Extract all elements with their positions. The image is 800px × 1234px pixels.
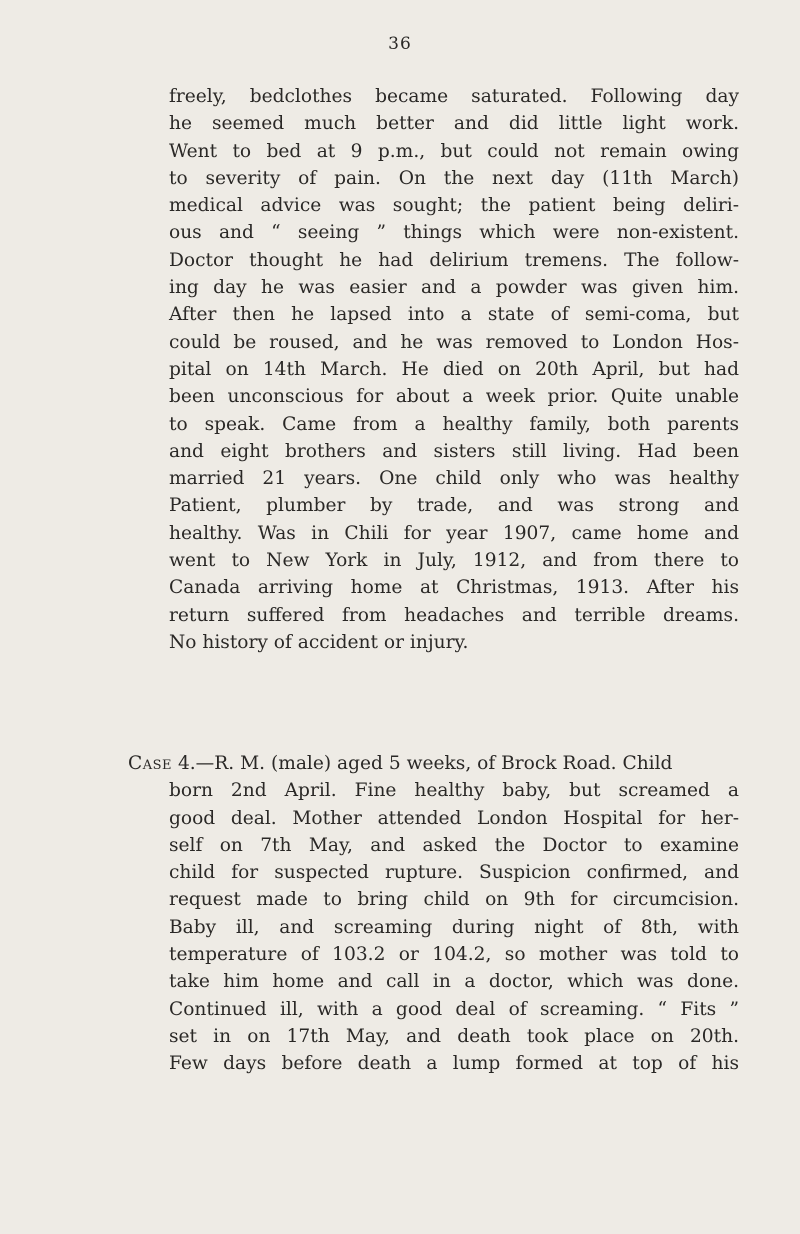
text-line-spacer bbox=[169, 750, 739, 777]
case-first-line: 4.—R. M. (male) aged 5 weeks, of Brock Road. Child bbox=[177, 753, 673, 774]
text-line: ous and “ seeing ” things which were non-existent. bbox=[169, 222, 739, 244]
text-line: Went to bed at 9 p.m., but could not remain owing bbox=[169, 140, 739, 162]
text-line: request made to bring child on 9th for circumcision. bbox=[169, 889, 739, 911]
text-line: set in on 17th May, and death took place on 20th. bbox=[169, 1025, 739, 1047]
text-line: born 2nd April. Fine healthy baby, but screamed a bbox=[169, 780, 739, 802]
text-line: Baby ill, and screaming during night of 8th, with bbox=[169, 916, 739, 938]
text-line: he seemed much better and did little light work. bbox=[169, 113, 739, 135]
text-line: child for suspected rupture. Suspicion confirmed, and bbox=[169, 862, 739, 884]
text-line: medical advice was sought; the patient being deliri- bbox=[169, 195, 739, 217]
text-line: been unconscious for about a week prior. Quite unable bbox=[169, 386, 739, 408]
text-line: to speak. Came from a healthy family, both parents bbox=[169, 413, 739, 435]
text-line: Continued ill, with a good deal of screaming. “ Fits ” bbox=[169, 998, 739, 1020]
text-line: pital on 14th March. He died on 20th April, but had bbox=[169, 358, 739, 380]
text-line: could be roused, and he was removed to London Hos- bbox=[169, 331, 739, 353]
paragraph-case-3-continued bbox=[169, 83, 739, 656]
text-line: No history of accident or injury. bbox=[169, 631, 469, 653]
text-line: married 21 years. One child only who was healthy bbox=[169, 468, 739, 490]
text-line: After then he lapsed into a state of semi-coma, but bbox=[169, 304, 739, 326]
text-line: healthy. Was in Chili for year 1907, came home and bbox=[169, 522, 739, 544]
text-line: Doctor thought he had delirium tremens. The follow- bbox=[169, 249, 739, 271]
text-line: self on 7th May, and asked the Doctor to examine bbox=[169, 834, 739, 856]
text-line: good deal. Mother attended London Hospital for her- bbox=[169, 807, 739, 829]
text-line: ing day he was easier and a powder was given him. bbox=[169, 277, 739, 299]
text-line: freely, bedclothes became saturated. Following day bbox=[169, 86, 739, 107]
text-line: temperature of 103.2 or 104.2, so mother was told to bbox=[169, 944, 739, 966]
text-line: Patient, plumber by trade, and was strong and bbox=[169, 495, 739, 517]
text-line: to severity of pain. On the next day (11th March) bbox=[169, 167, 739, 189]
text-line: and eight brothers and sisters still living. Had been bbox=[169, 440, 739, 462]
paragraph-case-4 bbox=[169, 750, 739, 1078]
text-line: Canada arriving home at Christmas, 1913. After his bbox=[169, 577, 739, 599]
text-line: went to New York in July, 1912, and from there to bbox=[169, 550, 739, 572]
case-label: Case bbox=[128, 753, 173, 774]
text-line: Few days before death a lump formed at top of his bbox=[169, 1053, 739, 1075]
text-line: return suffered from headaches and terrible dreams. bbox=[169, 604, 739, 626]
text-line: take him home and call in a doctor, which was done. bbox=[169, 971, 739, 993]
page-number: 36 bbox=[388, 34, 412, 54]
